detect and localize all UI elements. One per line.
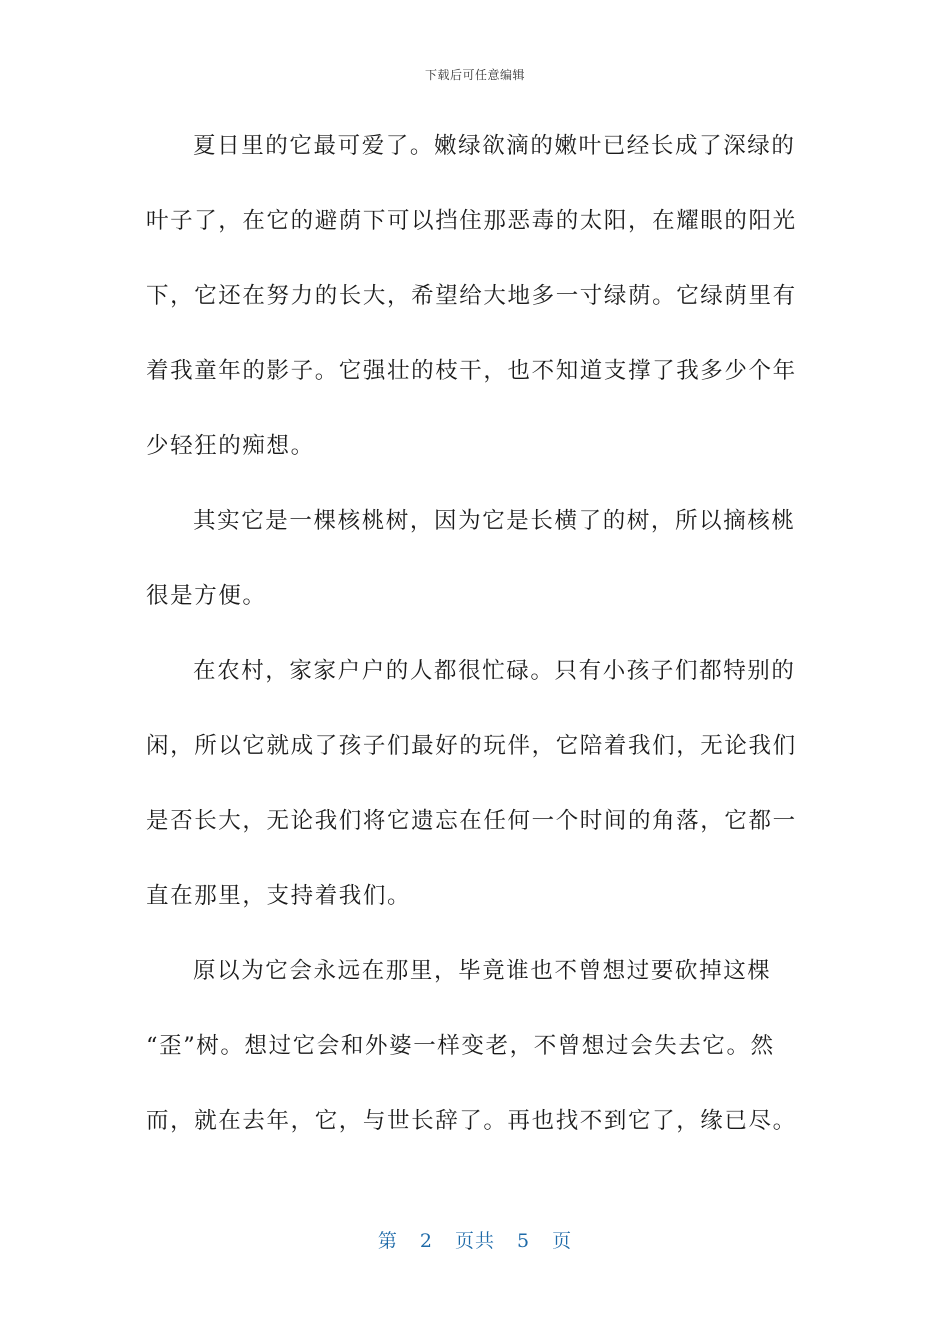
document-body bbox=[146, 127, 797, 1177]
paragraph-line: 叶子了，在它的避荫下可以挡住那恶毒的太阳，在耀眼的阳光 bbox=[146, 208, 797, 234]
paragraph-line: 其实它是一棵核桃树，因为它是长横了的树，所以摘核桃 bbox=[193, 508, 796, 534]
paragraph-line: 夏日里的它最可爱了。嫩绿欲滴的嫩叶已经长成了深绿的 bbox=[193, 133, 796, 159]
paragraph-line: 少轻狂的痴想。 bbox=[146, 433, 315, 459]
paragraph-line: 着我童年的影子。它强壮的枝干，也不知道支撑了我多少个年 bbox=[146, 358, 797, 384]
paragraph-line: 在农村，家家户户的人都很忙碌。只有小孩子们都特别的 bbox=[193, 658, 796, 684]
paragraph-line: 而，就在去年，它，与世长辞了。再也找不到它了，缘已尽。 bbox=[146, 1108, 797, 1134]
paragraph-line: “歪”树。想过它会和外婆一样变老，不曾想过会失去它。然 bbox=[146, 1033, 775, 1059]
page-current: 2 bbox=[419, 1230, 433, 1252]
paragraph-line: 很是方便。 bbox=[146, 583, 267, 609]
page-prefix: 第 bbox=[377, 1230, 398, 1252]
page-middle: 页共 bbox=[454, 1230, 495, 1252]
page-total: 5 bbox=[517, 1230, 531, 1252]
paragraph-line: 是否长大，无论我们将它遗忘在任何一个时间的角落，它都一 bbox=[146, 808, 797, 834]
paragraph-line: 直在那里，支持着我们。 bbox=[146, 883, 412, 909]
page-suffix: 页 bbox=[552, 1230, 573, 1252]
paragraph-line: 下，它还在努力的长大，希望给大地多一寸绿荫。它绿荫里有 bbox=[146, 283, 797, 309]
paragraph-line: 原以为它会永远在那里，毕竟谁也不曾想过要砍掉这棵 bbox=[193, 958, 772, 984]
page-header-note: 下载后可任意编辑 bbox=[424, 68, 525, 82]
page-number-footer bbox=[0, 1226, 950, 1253]
paragraph-line: 闲，所以它就成了孩子们最好的玩伴，它陪着我们，无论我们 bbox=[146, 733, 797, 759]
